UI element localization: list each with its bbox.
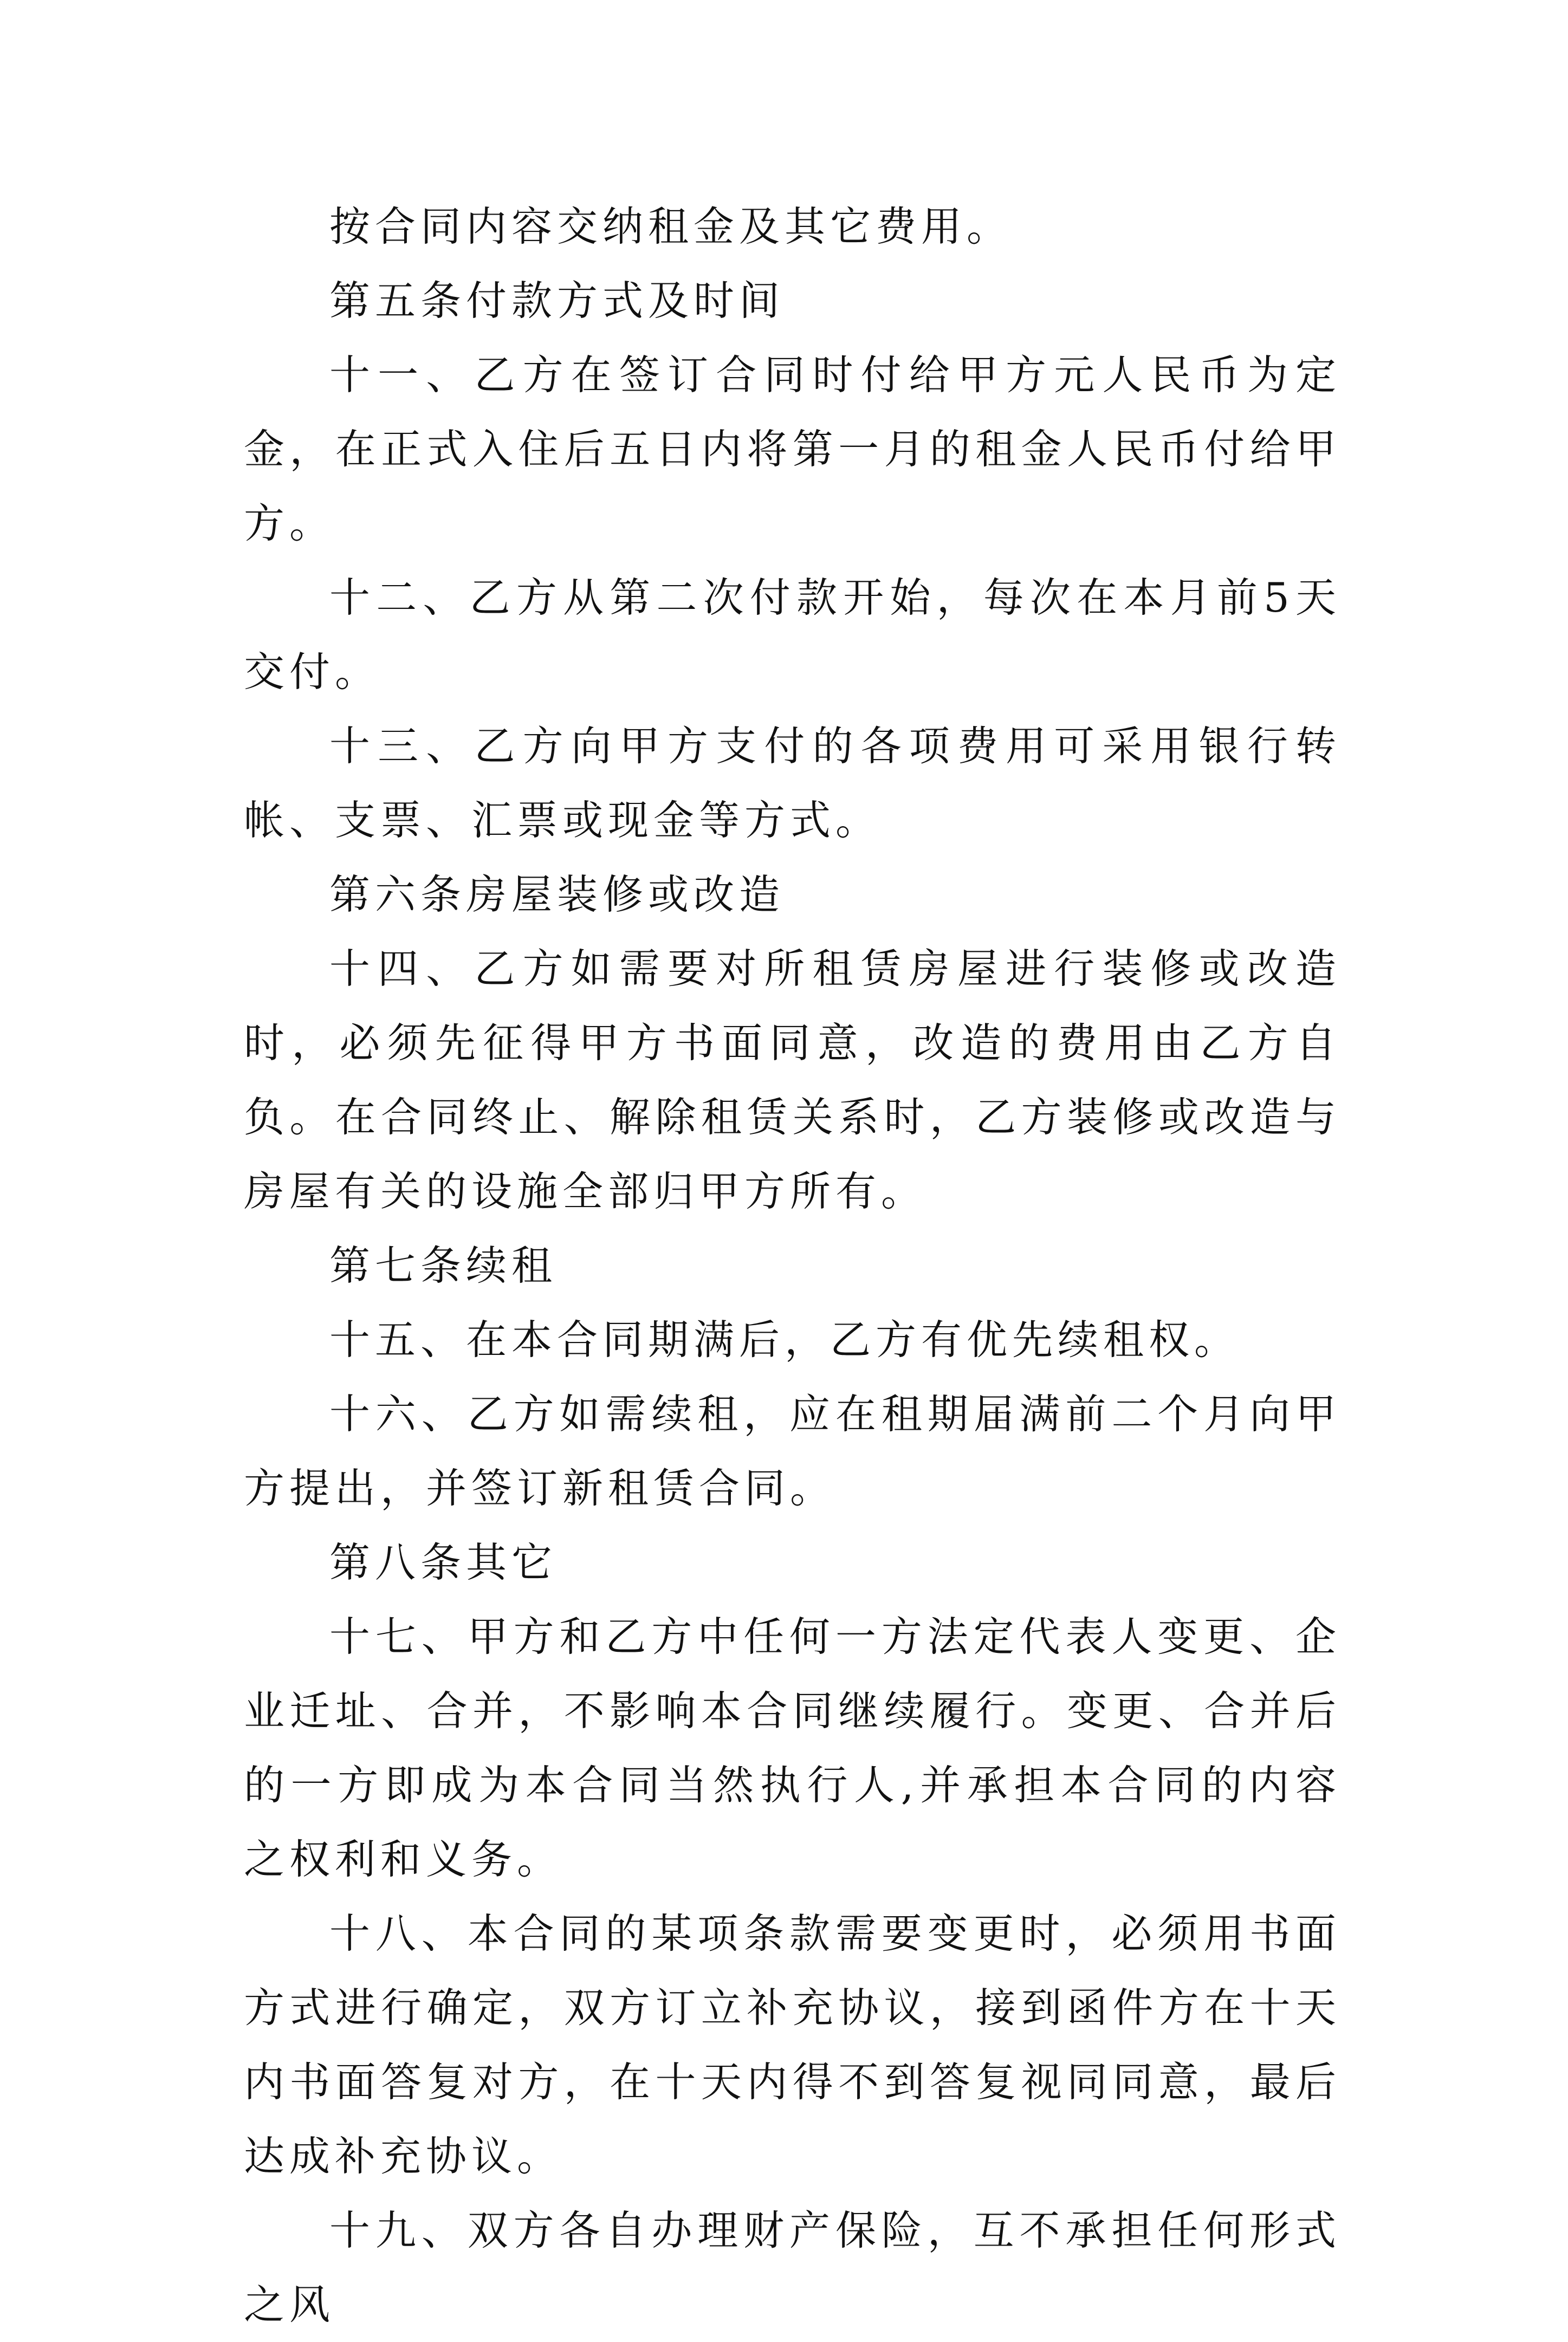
- clause-17: 十七、甲方和乙方中任何一方法定代表人变更、企业迁址、合并，不影响本合同继续履行。变更、合并后的一方即成为本合同当然执行人,并承担本合同的内容之权利和义务。: [244, 1613, 1341, 1883]
- heading-article-6: 第六条房屋装修或改造: [329, 871, 785, 918]
- heading-article-8: 第八条其它: [329, 1539, 558, 1586]
- clause-12: 十二、乙方从第二次付款开始，每次在本月前5天交付。: [244, 574, 1341, 696]
- document-body: [244, 190, 1341, 2342]
- clause-19: 十九、双方各自办理财产保险，互不承担任何形式之风: [244, 2207, 1341, 2328]
- clause-13: 十三、乙方向甲方支付的各项费用可采用银行转帐、支票、汇票或现金等方式。: [244, 722, 1341, 844]
- heading-article-7: 第七条续租: [329, 1242, 558, 1289]
- paragraph-rent-payment-note: 按合同内容交纳租金及其它费用。: [329, 203, 1013, 250]
- heading-article-5: 第五条付款方式及时间: [329, 277, 785, 325]
- clause-15: 十五、在本合同期满后，乙方有优先续租权。: [329, 1316, 1240, 1364]
- clause-11: 十一、乙方在签订合同时付给甲方元人民币为定金，在正式入住后五日内将第一月的租金人民币付给甲方。: [244, 351, 1341, 547]
- clause-18: 十八、本合同的某项条款需要变更时，必须用书面方式进行确定，双方订立补充协议，接到函件方在十天内书面答复对方，在十天内得不到答复视同同意，最后达成补充协议。: [244, 1910, 1341, 2180]
- clause-14: 十四、乙方如需要对所租赁房屋进行装修或改造时，必须先征得甲方书面同意，改造的费用由乙方自负。在合同终止、解除租赁关系时，乙方装修或改造与房屋有关的设施全部归甲方所有。: [244, 945, 1341, 1215]
- clause-16: 十六、乙方如需续租，应在租期届满前二个月向甲方提出，并签订新租赁合同。: [244, 1390, 1341, 1512]
